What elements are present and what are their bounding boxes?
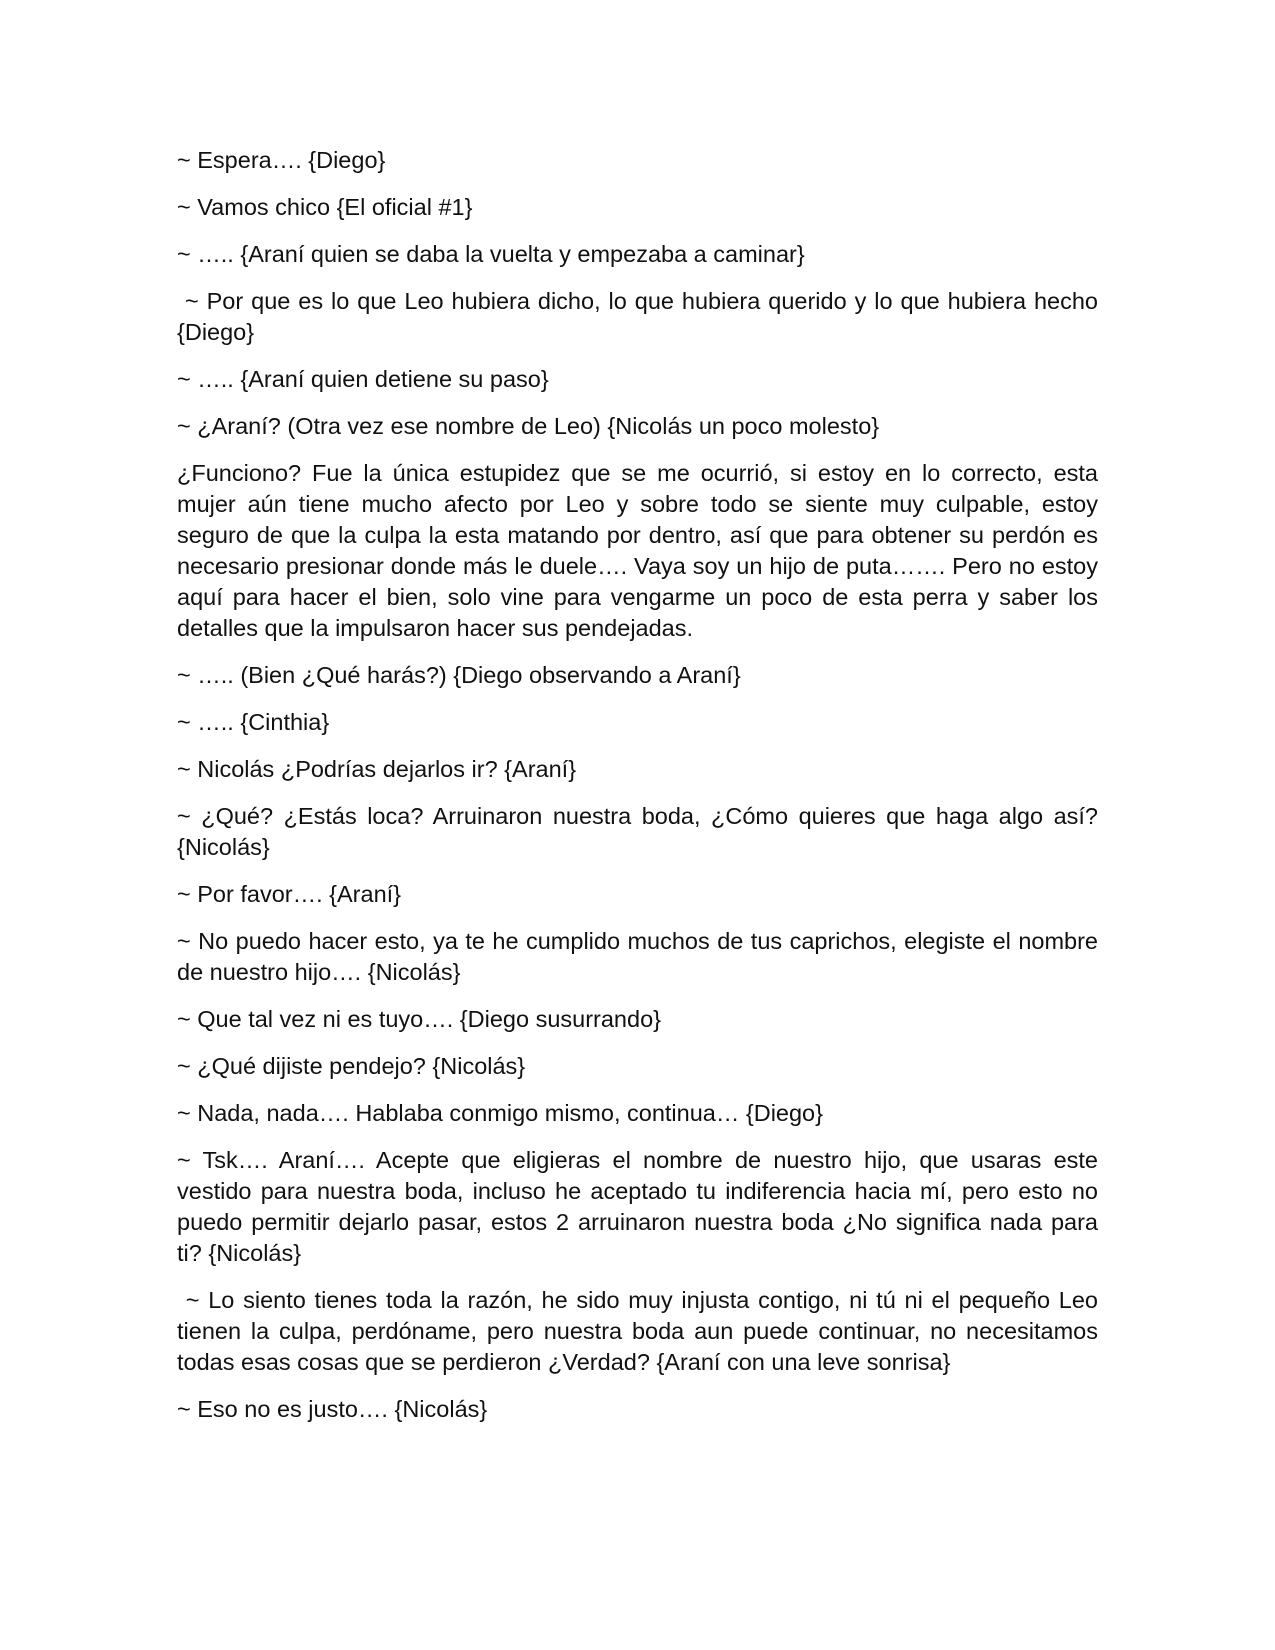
dialogue-line: ~ ….. {Cinthia} [177,709,330,735]
dialogue-line: ~ Lo siento tienes toda la razón, he sido muy injusta contigo, ni tú ni el pequeño Leo tienen la culpa, perdóname, pero nuestra boda aun puede continuar, no necesitamos todas esas cosas que se perdieron ¿Verdad? {Araní con una leve sonrisa} [177,1287,1105,1375]
dialogue-line: ~ Vamos chico {El oficial #1} [177,194,473,220]
dialogue-line: ~ Nicolás ¿Podrías dejarlos ir? {Araní} [177,756,577,782]
document-body [177,145,1105,1425]
dialogue-line: ~ No puedo hacer esto, ya te he cumplido muchos de tus caprichos, elegiste el nombre de nuestro hijo…. {Nicolás} [177,928,1105,985]
dialogue-line: ~ ….. (Bien ¿Qué harás?) {Diego observando a Araní} [177,662,741,688]
dialogue-line: ~ ….. {Araní quien detiene su paso} [177,366,549,392]
dialogue-line: ~ Eso no es justo…. {Nicolás} [177,1396,488,1422]
dialogue-line: ~ ¿Qué dijiste pendejo? {Nicolás} [177,1053,526,1079]
dialogue-line: ~ Por favor…. {Araní} [177,881,402,907]
dialogue-line: ~ ¿Qué? ¿Estás loca? Arruinaron nuestra boda, ¿Cómo quieres que haga algo así? {Nicolás} [177,803,1105,860]
dialogue-line: ~ ….. {Araní quien se daba la vuelta y empezaba a caminar} [177,241,805,267]
dialogue-line: ~ Que tal vez ni es tuyo…. {Diego susurrando} [177,1006,661,1032]
narration-paragraph: ¿Funciono? Fue la única estupidez que se me ocurrió, si estoy en lo correcto, esta mujer aún tiene mucho afecto por Leo y sobre todo se siente muy culpable, estoy seguro de que la culpa la esta matando por dentro, así que para obtener su perdón es necesario presionar donde más le duele…. Vaya soy un hijo de puta……. Pero no estoy aquí para hacer el bien, solo vine para vengarme un poco de esta perra y saber los detalles que la impulsaron hacer sus pendejadas. [177,460,1105,641]
dialogue-line: ~ ¿Araní? (Otra vez ese nombre de Leo) {Nicolás un poco molesto} [177,413,880,439]
dialogue-line: ~ Tsk…. Araní…. Acepte que eligieras el nombre de nuestro hijo, que usaras este vestido para nuestra boda, incluso he aceptado tu indiferencia hacia mí, pero esto no puedo permitir dejarlo pasar, estos 2 arruinaron nuestra boda ¿No significa nada para ti? {Nicolás} [177,1147,1105,1266]
dialogue-line: ~ Nada, nada…. Hablaba conmigo mismo, continua… {Diego} [177,1100,823,1126]
dialogue-line: ~ Por que es lo que Leo hubiera dicho, lo que hubiera querido y lo que hubiera hecho {Diego} [177,288,1105,345]
dialogue-line: ~ Espera…. {Diego} [177,147,386,173]
